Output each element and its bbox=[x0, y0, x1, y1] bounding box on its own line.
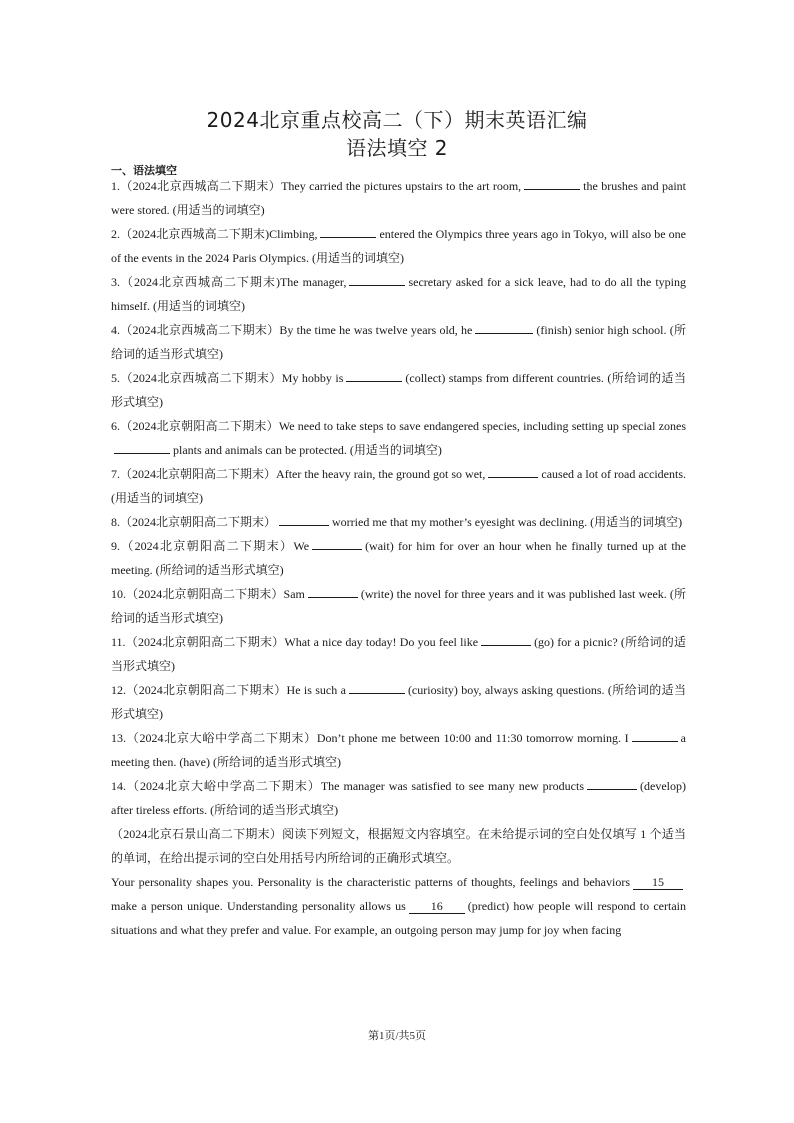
question-text: 9.（2024北京朝阳高二下期末）We bbox=[111, 539, 310, 553]
question-text: 11.（2024北京朝阳高二下期末）What a nice day today! Do you feel like bbox=[111, 635, 479, 649]
question-text: 7.（2024北京朝阳高二下期末）After the heavy rain, the ground got so wet, bbox=[111, 467, 486, 481]
question-13 bbox=[111, 726, 686, 774]
answer-blank-15: 15 bbox=[633, 876, 683, 890]
question-text: 8.（2024北京朝阳高二下期末） bbox=[111, 515, 277, 529]
page-footer: 第1页/共5页 bbox=[367, 1030, 427, 1042]
question-text: 13.（2024北京大峪中学高二下期末）Don’t phone me between 10:00 and 11:30 tomorrow morning. I bbox=[111, 731, 629, 745]
question-text: 4.（2024北京西城高二下期末）By the time he was twelve years old, he bbox=[111, 323, 473, 337]
question-text: (go) for a picnic? (所给词的适当形式填空) bbox=[111, 635, 686, 673]
question-6 bbox=[111, 414, 686, 462]
question-text: 12.（2024北京朝阳高二下期末）He is such a bbox=[111, 683, 346, 697]
answer-blank bbox=[632, 728, 678, 742]
question-text: secretary asked for a sick leave, had to do all the typing himself. (用适当的词填空) bbox=[111, 275, 686, 313]
answer-blank bbox=[475, 320, 533, 334]
answer-blank bbox=[279, 512, 329, 526]
question-text: a meeting then. (have) (所给词的适当形式填空) bbox=[111, 731, 686, 769]
document-subtitle: 语法填空 2 bbox=[345, 136, 449, 160]
answer-blank bbox=[320, 224, 376, 238]
question-text: the brushes and paint were stored. (用适当的词填空) bbox=[111, 179, 686, 217]
question-text: entered the Olympics three years ago in Tokyo, will also be one of the events in the 2024 Paris Olympics. (用适当的词填空) bbox=[111, 227, 686, 265]
answer-blank bbox=[308, 584, 358, 598]
question-text: 3.（2024北京西城高二下期末)The manager, bbox=[111, 275, 347, 289]
question-14 bbox=[111, 774, 686, 822]
question-text: (curiosity) boy, always asking questions. (所给词的适当形式填空) bbox=[111, 683, 686, 721]
passage-sentence: (predict) how people will respond to certain situations and what they prefer and value. For example, an outgoing person may jump for joy when facing bbox=[111, 899, 686, 937]
question-4 bbox=[111, 318, 686, 366]
question-3 bbox=[111, 270, 686, 318]
answer-blank bbox=[349, 272, 405, 286]
question-9 bbox=[111, 534, 686, 582]
passage-sentence: make a person unique. Understanding personality allows us bbox=[111, 899, 406, 913]
title-block bbox=[0, 106, 794, 162]
question-text: (finish) senior high school. (所给词的适当形式填空) bbox=[111, 323, 686, 361]
question-text: (write) the novel for three years and it was published last week. (所给词的适当形式填空) bbox=[111, 587, 686, 625]
passage-intro: （2024北京石景山高二下期末）阅读下列短文，根据短文内容填空。在未给提示词的空白处仅填写 1 个适当的单词，在给出提示词的空白处用括号内所给词的正确形式填空。 bbox=[111, 827, 686, 865]
document-title: 2024北京重点校高二（下）期末英语汇编 bbox=[206, 108, 588, 132]
question-text: plants and animals can be protected. (用适当的词填空) bbox=[173, 443, 442, 457]
question-text: caused a lot of road accidents. (用适当的词填空) bbox=[111, 467, 686, 505]
section-heading: 一、语法填空 bbox=[111, 164, 177, 177]
question-text: worried me that my mother’s eyesight was declining. (用适当的词填空) bbox=[332, 515, 683, 529]
question-8 bbox=[111, 510, 686, 534]
question-7 bbox=[111, 462, 686, 510]
answer-blank bbox=[488, 464, 538, 478]
question-text: 14.（2024北京大峪中学高二下期末）The manager was satisfied to see many new products bbox=[111, 779, 585, 793]
question-text: 5.（2024北京西城高二下期末）My hobby is bbox=[111, 371, 344, 385]
answer-blank bbox=[349, 680, 405, 694]
question-5 bbox=[111, 366, 686, 414]
answer-blank-16: 16 bbox=[409, 900, 465, 914]
answer-blank bbox=[346, 368, 402, 382]
passage-text bbox=[111, 870, 686, 942]
question-text: 1.（2024北京西城高二下期末）They carried the pictures upstairs to the art room, bbox=[111, 179, 522, 193]
question-12 bbox=[111, 678, 686, 726]
question-10 bbox=[111, 582, 686, 630]
questions-content bbox=[111, 174, 686, 942]
question-text: (wait) for him for over an hour when he finally turned up at the meeting. (所给词的适当形式填空) bbox=[111, 539, 686, 577]
question-2 bbox=[111, 222, 686, 270]
answer-blank bbox=[524, 176, 580, 190]
passage-sentence: Your personality shapes you. Personality is the characteristic patterns of thoughts, feelings and behaviors bbox=[111, 875, 630, 889]
question-text: 6.（2024北京朝阳高二下期末）We need to take steps to save endangered species, including setting up special zones bbox=[111, 419, 686, 433]
question-text: 2.（2024北京西城高二下期末)Climbing, bbox=[111, 227, 318, 241]
question-text: 10.（2024北京朝阳高二下期末）Sam bbox=[111, 587, 305, 601]
question-text: (develop) after tireless efforts. (所给词的适当形式填空) bbox=[111, 779, 686, 817]
answer-blank bbox=[481, 632, 531, 646]
question-11 bbox=[111, 630, 686, 678]
question-text: (collect) stamps from different countries. (所给词的适当形式填空) bbox=[111, 371, 686, 409]
answer-blank bbox=[114, 440, 170, 454]
answer-blank bbox=[587, 776, 637, 790]
question-1 bbox=[111, 174, 686, 222]
answer-blank bbox=[312, 536, 362, 550]
